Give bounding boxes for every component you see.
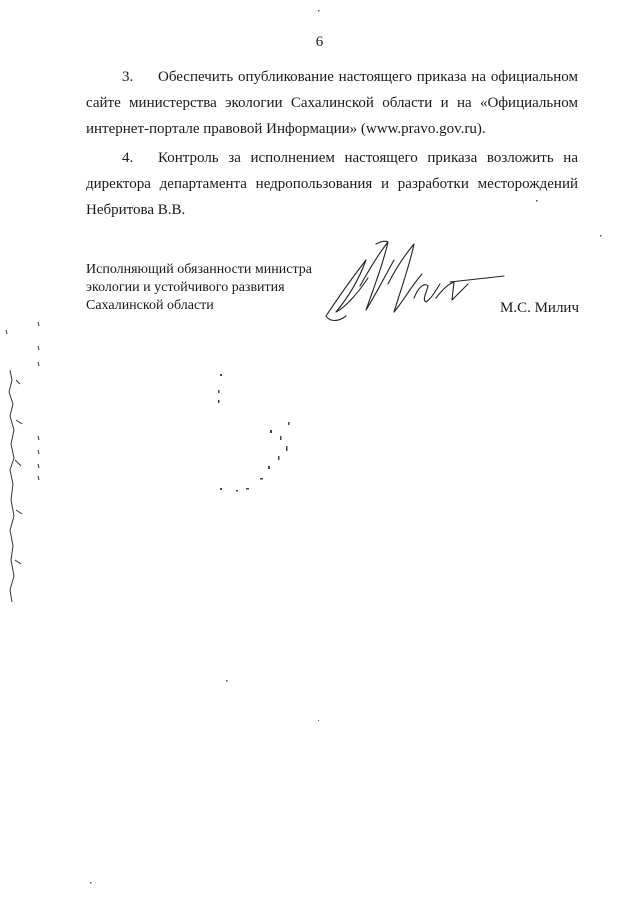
signatory-position [86,261,346,315]
signatory-position-line-2: экологии и устойчивого развития [86,280,285,295]
paragraph-4-text: Контроль за исполнением настоящего приказа возложить на директора департамента недропользования и разработки месторождений Небритова В.В. [86,150,578,218]
signatory-position-line-1: Исполняющий обязанности министра [86,262,312,277]
paragraph-3-number: 3. [122,69,134,85]
signatory-name: М.С. Милич [499,300,579,316]
paragraph-3 [86,64,578,142]
paragraph-3-text: Обеспечить опубликование настоящего приказа на официальном сайте министерства экологии Сахалинской области и на «Официальном интернет-портале правовой Информации» (www.pravo.gov.ru). [86,69,578,137]
signatory-position-line-3: Сахалинской области [86,298,214,313]
paragraph-4 [86,145,578,223]
handwritten-signature [318,238,508,328]
binding-margin-marks [2,320,42,610]
paragraph-4-number: 4. [122,150,134,166]
faint-stamp-traces [210,370,310,510]
page-number: 6 [315,34,324,50]
